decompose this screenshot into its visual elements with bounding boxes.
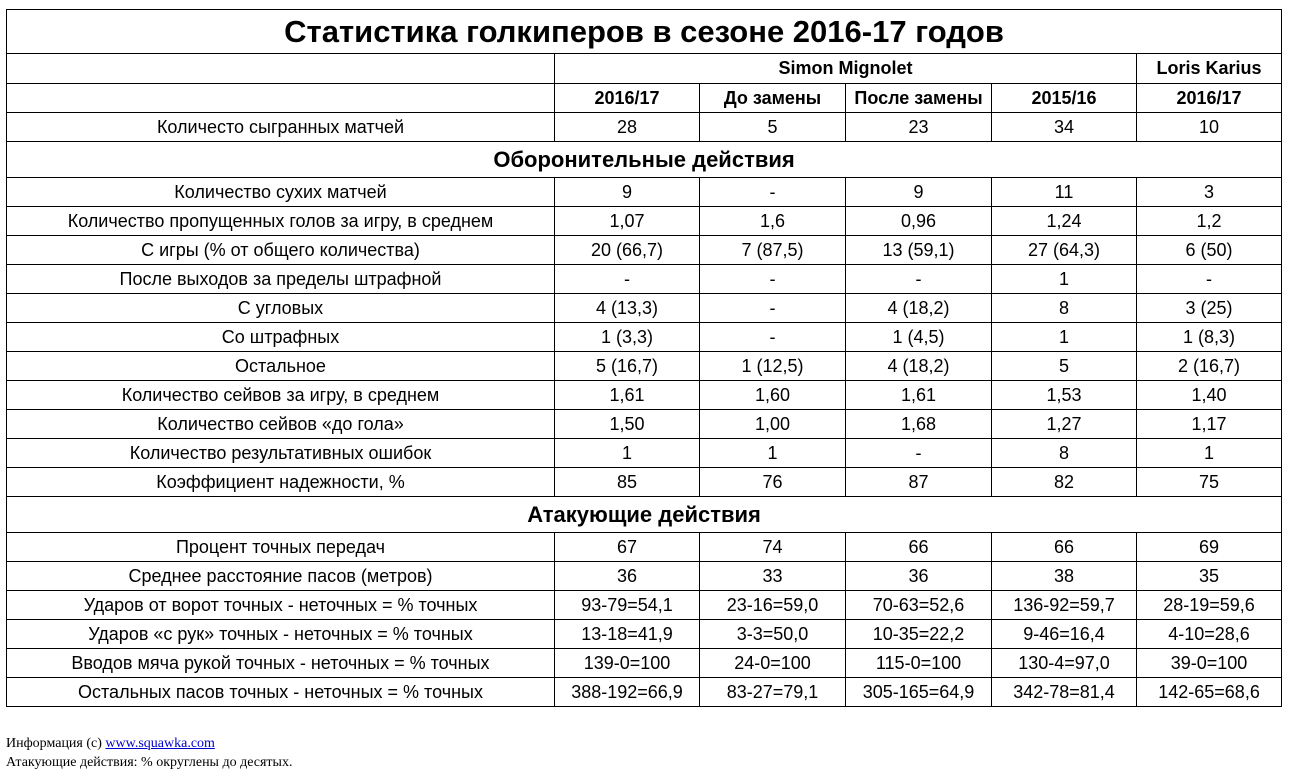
table-cell: 8 [992,294,1137,323]
table-cell: 34 [992,113,1137,142]
table-cell: 1,00 [700,410,846,439]
table-cell: 142-65=68,6 [1137,678,1282,707]
table-cell: 136-92=59,7 [992,591,1137,620]
header-empty-cell [7,54,555,84]
table-cell: 8 [992,439,1137,468]
table-cell: 1 (3,3) [555,323,700,352]
table-cell: - [700,178,846,207]
table-cell: 1,2 [1137,207,1282,236]
table-cell: 9 [555,178,700,207]
table-cell: 1,68 [846,410,992,439]
table-row [7,620,1282,649]
table-row [7,381,1282,410]
row-label: Количество сейвов за игру, в среднем [7,381,555,410]
table-cell: 1 [992,323,1137,352]
column-header: 2016/17 [1137,84,1282,113]
table-row [7,678,1282,707]
table-cell: 5 (16,7) [555,352,700,381]
table-cell: 36 [846,562,992,591]
squawka-link[interactable]: www.squawka.com [105,736,215,751]
table-cell: 23-16=59,0 [700,591,846,620]
table-cell: 70-63=52,6 [846,591,992,620]
table-cell: 1,61 [846,381,992,410]
table-cell: 24-0=100 [700,649,846,678]
table-row [7,468,1282,497]
table-cell: 66 [992,533,1137,562]
table-cell: 87 [846,468,992,497]
row-label: Ударов «с рук» точных - неточных = % точных [7,620,555,649]
row-label: Ударов от ворот точных - неточных = % точных [7,591,555,620]
player-name-mignolet: Simon Mignolet [555,54,1137,84]
footer [6,734,292,772]
table-cell: 305-165=64,9 [846,678,992,707]
row-label: Вводов мяча рукой точных - неточных = % точных [7,649,555,678]
table-cell: 1,40 [1137,381,1282,410]
row-label: Среднее расстояние пасов (метров) [7,562,555,591]
table-cell: 74 [700,533,846,562]
row-label: После выходов за пределы штрафной [7,265,555,294]
table-cell: 20 (66,7) [555,236,700,265]
section-header-defense: Оборонительные действия [7,142,1282,178]
table-cell: 1 [992,265,1137,294]
table-cell: 388-192=66,9 [555,678,700,707]
table-row [7,265,1282,294]
table-cell: 1,17 [1137,410,1282,439]
table-cell: 33 [700,562,846,591]
table-cell: 35 [1137,562,1282,591]
table-cell: 5 [992,352,1137,381]
table-cell: 11 [992,178,1137,207]
table-cell: 27 (64,3) [992,236,1137,265]
table-cell: 10 [1137,113,1282,142]
table-row [7,410,1282,439]
table-row [7,294,1282,323]
table-row [7,236,1282,265]
column-header: 2015/16 [992,84,1137,113]
table-title: Статистика голкиперов в сезоне 2016-17 годов [7,10,1282,54]
table-row [7,352,1282,381]
table-row [7,178,1282,207]
table-cell: - [700,294,846,323]
table-cell: 10-35=22,2 [846,620,992,649]
footer-info [6,734,292,753]
row-label: Количество сейвов «до гола» [7,410,555,439]
table-row [7,113,1282,142]
table-cell: 1 [555,439,700,468]
table-cell: 6 (50) [1137,236,1282,265]
table-cell: 1 (8,3) [1137,323,1282,352]
row-label: Количество пропущенных голов за игру, в среднем [7,207,555,236]
table-row [7,533,1282,562]
table-cell: 36 [555,562,700,591]
header-empty-cell [7,84,555,113]
table-row [7,649,1282,678]
table-cell: 3 [1137,178,1282,207]
table-cell: 1 (4,5) [846,323,992,352]
table-cell: 1 [700,439,846,468]
table-cell: 82 [992,468,1137,497]
table-row [7,591,1282,620]
table-cell: 1,07 [555,207,700,236]
table-cell: 4 (18,2) [846,352,992,381]
table-cell: - [846,265,992,294]
table-row [7,323,1282,352]
table-cell: 75 [1137,468,1282,497]
row-label: Остальных пасов точных - неточных = % точных [7,678,555,707]
table-cell: 83-27=79,1 [700,678,846,707]
table-cell: 5 [700,113,846,142]
table-cell: 28-19=59,6 [1137,591,1282,620]
table-cell: 4-10=28,6 [1137,620,1282,649]
row-label: Количесто сыгранных матчей [7,113,555,142]
table-cell: 0,96 [846,207,992,236]
section-header-attack: Атакующие действия [7,497,1282,533]
footer-info-prefix: Информация (с) [6,736,102,751]
table-cell: 7 (87,5) [700,236,846,265]
column-header: До замены [700,84,846,113]
table-row [7,562,1282,591]
table-cell: 69 [1137,533,1282,562]
table-cell: 1 (12,5) [700,352,846,381]
row-label: Количество сухих матчей [7,178,555,207]
table-cell: 130-4=97,0 [992,649,1137,678]
table-cell: 9 [846,178,992,207]
table-cell: 1,27 [992,410,1137,439]
table-cell: 13 (59,1) [846,236,992,265]
table-cell: 1 [1137,439,1282,468]
table-cell: 23 [846,113,992,142]
table-cell: 1,60 [700,381,846,410]
column-header: После замены [846,84,992,113]
table-cell: 342-78=81,4 [992,678,1137,707]
table-cell: 1,50 [555,410,700,439]
table-cell: 13-18=41,9 [555,620,700,649]
table-cell: 4 (13,3) [555,294,700,323]
table-cell: 3-3=50,0 [700,620,846,649]
table-cell: 39-0=100 [1137,649,1282,678]
table-cell: 67 [555,533,700,562]
player-name-karius: Loris Karius [1137,54,1282,84]
row-label: Количество результативных ошибок [7,439,555,468]
table-cell: 3 (25) [1137,294,1282,323]
table-cell: 93-79=54,1 [555,591,700,620]
table-cell: - [1137,265,1282,294]
footer-note: Атакующие действия: % округлены до десятых. [6,755,293,770]
column-header: 2016/17 [555,84,700,113]
table-cell: 1,53 [992,381,1137,410]
table-cell: 2 (16,7) [1137,352,1282,381]
table-cell: 115-0=100 [846,649,992,678]
table-cell: 9-46=16,4 [992,620,1137,649]
table-cell: - [846,439,992,468]
table-row [7,207,1282,236]
row-label: Остальное [7,352,555,381]
table-cell: 38 [992,562,1137,591]
table-cell: 76 [700,468,846,497]
goalkeeper-stats-table [6,9,1282,707]
table-cell: - [700,265,846,294]
table-cell: 85 [555,468,700,497]
row-label: Со штрафных [7,323,555,352]
table-cell: 139-0=100 [555,649,700,678]
table-cell: 28 [555,113,700,142]
table-cell: 1,61 [555,381,700,410]
table-cell: - [555,265,700,294]
table-cell: 1,24 [992,207,1137,236]
row-label: С угловых [7,294,555,323]
table-cell: - [700,323,846,352]
table-cell: 66 [846,533,992,562]
table-cell: 1,6 [700,207,846,236]
table-row [7,439,1282,468]
row-label: С игры (% от общего количества) [7,236,555,265]
table-cell: 4 (18,2) [846,294,992,323]
row-label: Процент точных передач [7,533,555,562]
row-label: Коэффициент надежности, % [7,468,555,497]
